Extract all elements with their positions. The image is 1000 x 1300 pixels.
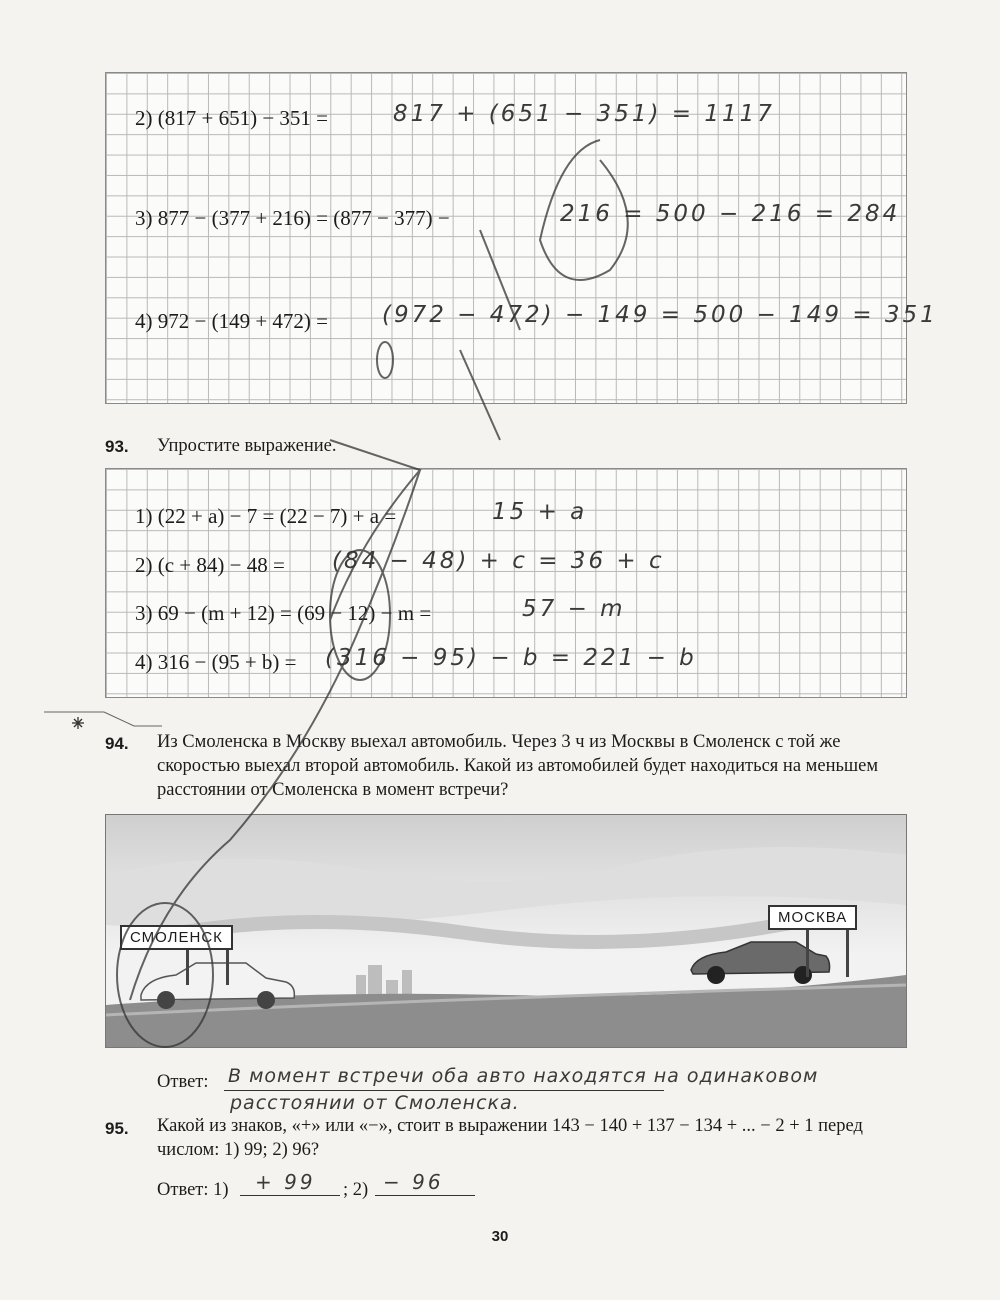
task94-answer-line2: расстоянии от Смоленска.	[230, 1092, 520, 1114]
grid1-hw-2: 817 + (651 − 351) = 1117	[393, 101, 775, 127]
task95-answer1: + 99	[255, 1170, 316, 1194]
grid1-hw-4: (972 − 472) − 149 = 500 − 149 = 351	[382, 302, 938, 328]
task94-text: Из Смоленска в Москву выехал автомобиль. Через 3 ч из Москвы в Смоленск с той же скоростью выехал второй автомобиль. Какой из автомобилей будет находиться на меньшем расстоянии от Смоленска в момент встречи?	[157, 732, 879, 800]
task93-expr-2: 2) (c + 84) − 48 =	[135, 553, 285, 577]
grid1-expr-3: 3) 877 − (377 + 216) = (877 − 377) −	[135, 206, 450, 230]
grid1-hw-3: 216 = 500 − 216 = 284	[560, 201, 901, 227]
task94-number: 94.	[105, 734, 129, 753]
task94-answer-label: Ответ:	[157, 1072, 209, 1092]
sign-moscow: МОСКВА	[768, 905, 857, 930]
task93-expr-1: 1) (22 + a) − 7 = (22 − 7) + a =	[135, 504, 397, 528]
task95-answer-label: Ответ: 1)	[157, 1180, 229, 1200]
task95-answer1-line	[240, 1195, 340, 1196]
section-marker	[44, 706, 164, 736]
page-number: 30	[491, 1228, 509, 1245]
grid1-expr-4: 4) 972 − (149 + 472) =	[135, 309, 329, 333]
road-illustration	[105, 814, 907, 1048]
task95-answer2: − 96	[383, 1170, 444, 1194]
task95-sep: ; 2)	[343, 1180, 369, 1200]
task93-hw-1: 15 + a	[492, 499, 588, 525]
task93-hw-4: (316 − 95) − b = 221 − b	[325, 645, 697, 671]
task93-expr-3: 3) 69 − (m + 12) = (69 − 12) − m =	[135, 601, 432, 625]
task94-answer-rule	[224, 1090, 664, 1091]
star-icon	[72, 717, 84, 729]
sign-smolensk: СМОЛЕНСК	[120, 925, 233, 950]
grid1-expr-2: 2) (817 + 651) − 351 =	[135, 106, 329, 130]
task93-text: Упростите выражение.	[157, 436, 337, 456]
task94-answer-line1: В момент встречи оба авто находятся на одинаковом	[228, 1065, 819, 1087]
task95-text: Какой из знаков, «+» или «−», стоит в выражении 143 − 140 + 137 − 134 + ... − 2 + 1 перед числом: 1) 99; 2) 96?	[157, 1116, 863, 1160]
task93-number: 93.	[105, 437, 129, 456]
task95-answer2-line	[375, 1195, 475, 1196]
task95-number: 95.	[105, 1119, 129, 1138]
task93-hw-3: 57 − m	[522, 596, 626, 622]
task93-expr-4: 4) 316 − (95 + b) =	[135, 650, 297, 674]
task93-hw-2: (84 − 48) + c = 36 + c	[332, 548, 665, 574]
